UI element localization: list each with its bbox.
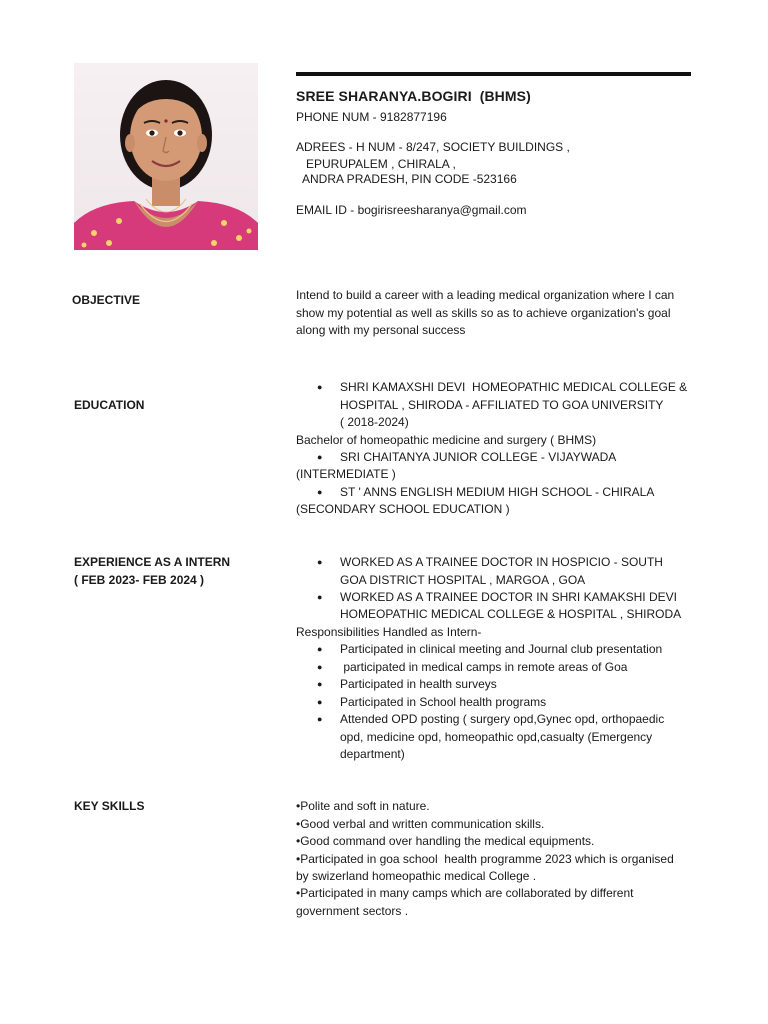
bullet-icon: ● bbox=[317, 679, 323, 689]
education-item: SHRI KAMAXSHI DEVI HOMEOPATHIC MEDICAL COLLEGE & bbox=[340, 380, 688, 394]
responsibility-item: participated in medical camps in remote areas of Goa bbox=[340, 660, 628, 674]
experience-item: HOMEOPATHIC MEDICAL COLLEGE & HOSPITAL , SHIRODA bbox=[340, 607, 682, 621]
candidate-name: SREE SHARANYA.BOGIRI (BHMS) bbox=[296, 88, 531, 104]
skill-item: by swizerland homeopathic medical College . bbox=[296, 869, 537, 883]
skills-heading: KEY SKILLS bbox=[74, 799, 145, 813]
objective-heading: OBJECTIVE bbox=[72, 293, 141, 307]
header-rule bbox=[296, 72, 691, 76]
experience-item: WORKED AS A TRAINEE DOCTOR IN HOSPICIO - SOUTH bbox=[340, 555, 663, 569]
experience-period: ( FEB 2023- FEB 2024 ) bbox=[74, 573, 205, 587]
bullet-icon: ● bbox=[317, 697, 323, 707]
responsibility-item: Attended OPD posting ( surgery opd,Gynec opd, orthopaedic bbox=[340, 712, 665, 726]
education-heading: EDUCATION bbox=[74, 398, 145, 412]
bullet-icon: ● bbox=[317, 487, 323, 497]
responsibility-item: Participated in health surveys bbox=[340, 677, 497, 691]
experience-heading: EXPERIENCE AS A INTERN bbox=[74, 555, 231, 569]
responsibility-item: department) bbox=[340, 747, 405, 761]
objective-text: show my potential as well as skills so as to achieve organization's goal bbox=[296, 306, 671, 320]
responsibility-item: Participated in clinical meeting and Journal club presentation bbox=[340, 642, 663, 656]
education-item: ( 2018-2024) bbox=[340, 415, 409, 429]
education-item: (SECONDARY SCHOOL EDUCATION ) bbox=[296, 502, 510, 516]
bullet-icon: ● bbox=[317, 644, 323, 654]
responsibility-item: Participated in School health programs bbox=[340, 695, 547, 709]
experience-item: WORKED AS A TRAINEE DOCTOR IN SHRI KAMAKSHI DEVI bbox=[340, 590, 677, 604]
skill-item: •Good command over handling the medical equipments. bbox=[296, 834, 595, 848]
bullet-icon: ● bbox=[317, 382, 323, 392]
objective-text: along with my personal success bbox=[296, 323, 466, 337]
skill-item: •Good verbal and written communication skills. bbox=[296, 817, 545, 831]
profile-photo bbox=[74, 63, 258, 250]
skill-item: •Participated in many camps which are collaborated by different bbox=[296, 886, 634, 900]
education-item: (INTERMEDIATE ) bbox=[296, 467, 396, 481]
bullet-icon: ● bbox=[317, 592, 323, 602]
education-item: HOSPITAL , SHIRODA - AFFILIATED TO GOA UNIVERSITY bbox=[340, 398, 664, 412]
address-line: ANDRA PRADESH, PIN CODE -523166 bbox=[296, 172, 517, 186]
address-line: EPURUPALEM , CHIRALA , bbox=[296, 157, 456, 171]
address-line: ADREES - H NUM - 8/247, SOCIETY BUILDINGS , bbox=[296, 140, 570, 154]
education-item: ST ' ANNS ENGLISH MEDIUM HIGH SCHOOL - CHIRALA bbox=[340, 485, 655, 499]
phone-number: PHONE NUM - 9182877196 bbox=[296, 110, 447, 124]
bullet-icon: ● bbox=[317, 557, 323, 567]
education-degree: Bachelor of homeopathic medicine and surgery ( BHMS) bbox=[296, 433, 597, 447]
skill-item: •Participated in goa school health programme 2023 which is organised bbox=[296, 852, 674, 866]
portrait-illustration bbox=[74, 63, 258, 250]
experience-item: GOA DISTRICT HOSPITAL , MARGOA , GOA bbox=[340, 573, 586, 587]
bullet-icon: ● bbox=[317, 452, 323, 462]
bullet-icon: ● bbox=[317, 662, 323, 672]
skill-item: government sectors . bbox=[296, 904, 409, 918]
email-address: EMAIL ID - bogirisreesharanya@gmail.com bbox=[296, 203, 527, 217]
responsibility-item: opd, medicine opd, homeopathic opd,casualty (Emergency bbox=[340, 730, 653, 744]
bullet-icon: ● bbox=[317, 714, 323, 724]
objective-text: Intend to build a career with a leading medical organization where I can bbox=[296, 288, 675, 302]
education-item: SRI CHAITANYA JUNIOR COLLEGE - VIJAYWADA bbox=[340, 450, 617, 464]
skill-item: •Polite and soft in nature. bbox=[296, 799, 430, 813]
responsibilities-label: Responsibilities Handled as Intern- bbox=[296, 625, 482, 639]
